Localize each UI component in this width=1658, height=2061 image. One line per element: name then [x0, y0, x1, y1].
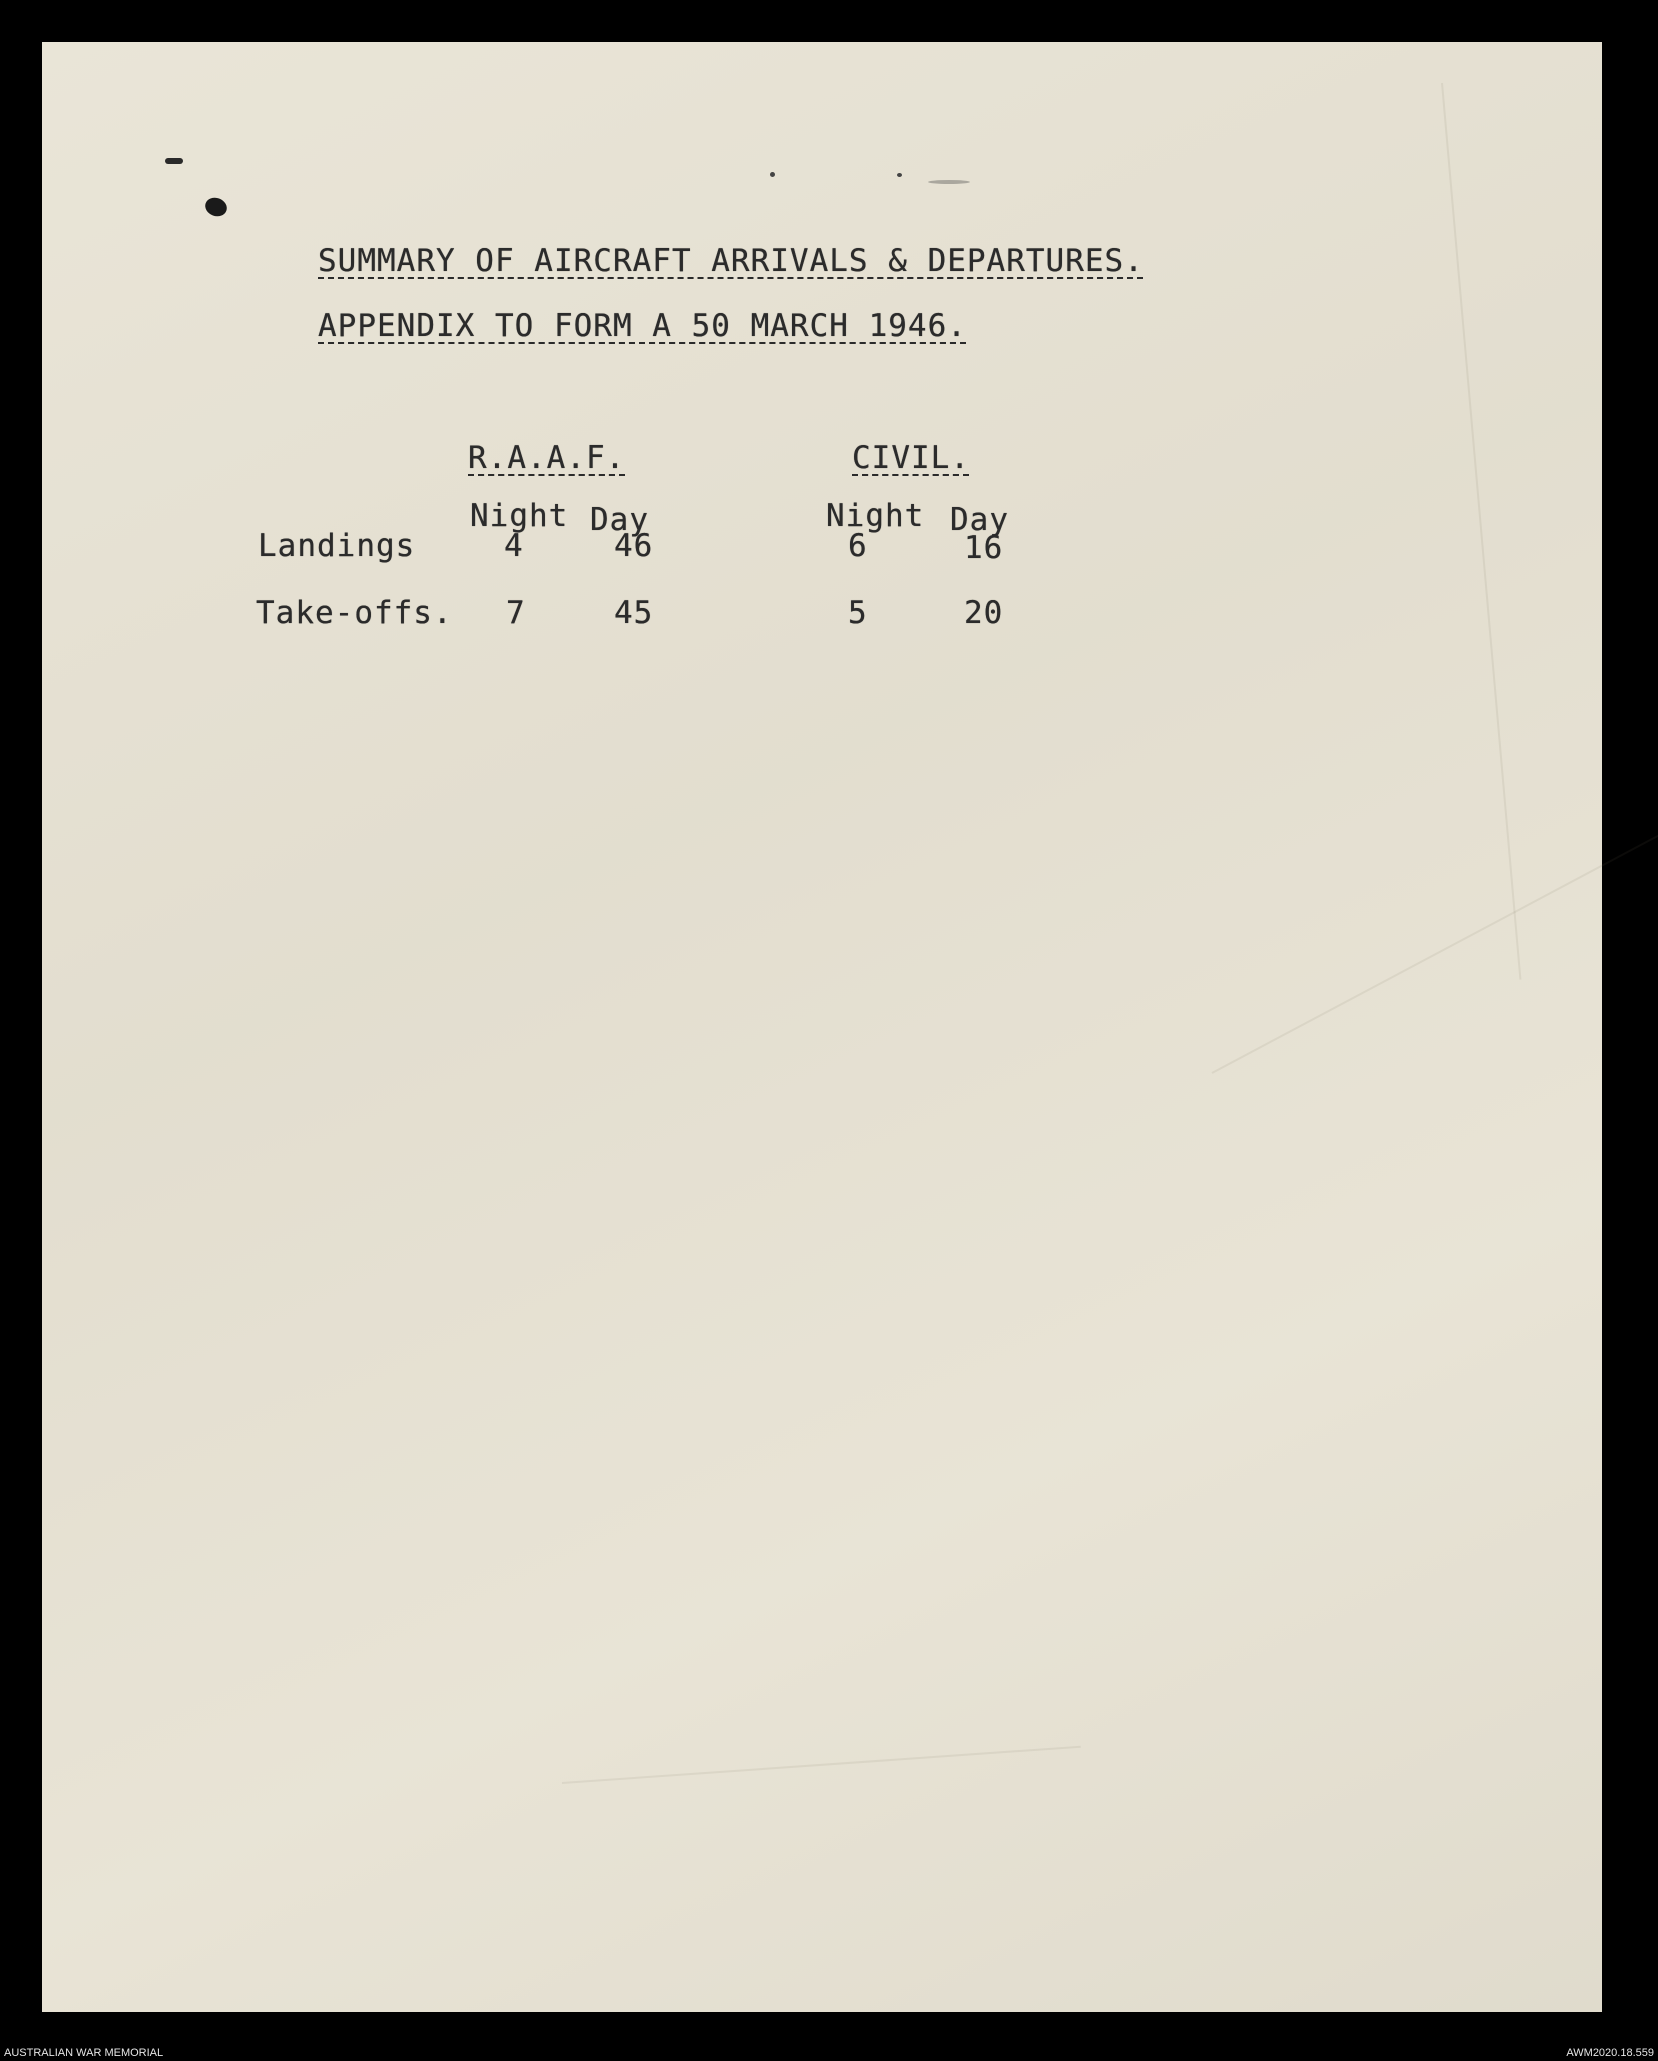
paper-damage-mark — [165, 158, 183, 164]
paper-crease — [562, 1746, 1081, 1784]
cell-landings-civil-day: 16 — [964, 530, 1004, 566]
cell-takeoffs-civil-night: 5 — [848, 595, 868, 631]
cell-landings-civil-night: 6 — [848, 528, 868, 564]
column-header-civil-day: Day — [950, 502, 1009, 538]
group-header-raaf: R.A.A.F. — [468, 440, 626, 476]
cell-takeoffs-civil-day: 20 — [964, 595, 1004, 631]
paper-crease — [1212, 809, 1658, 1074]
column-header-civil-night: Night — [826, 498, 925, 534]
cell-landings-raaf-night: 4 — [504, 528, 524, 564]
paper-speck — [897, 173, 902, 177]
paper-crease — [1441, 83, 1521, 980]
cell-landings-raaf-day: 46 — [614, 528, 654, 564]
document-title: SUMMARY OF AIRCRAFT ARRIVALS & DEPARTURES. — [318, 243, 1144, 279]
cell-takeoffs-raaf-night: 7 — [506, 595, 526, 631]
row-label-landings: Landings — [258, 528, 416, 564]
column-header-raaf-day: Day — [590, 502, 649, 538]
paper-speck — [770, 172, 775, 177]
footer-institution: AUSTRALIAN WAR MEMORIAL — [4, 2047, 164, 2059]
group-header-civil: CIVIL. — [852, 440, 970, 476]
document-subtitle: APPENDIX TO FORM A 50 MARCH 1946. — [318, 308, 967, 344]
paper-speck — [928, 180, 970, 184]
footer-accession-number: AWM2020.18.559 — [1566, 2047, 1654, 2059]
cell-takeoffs-raaf-day: 45 — [614, 595, 654, 631]
row-label-take-offs: Take-offs. — [256, 595, 453, 631]
column-header-raaf-night: Night — [470, 498, 569, 534]
